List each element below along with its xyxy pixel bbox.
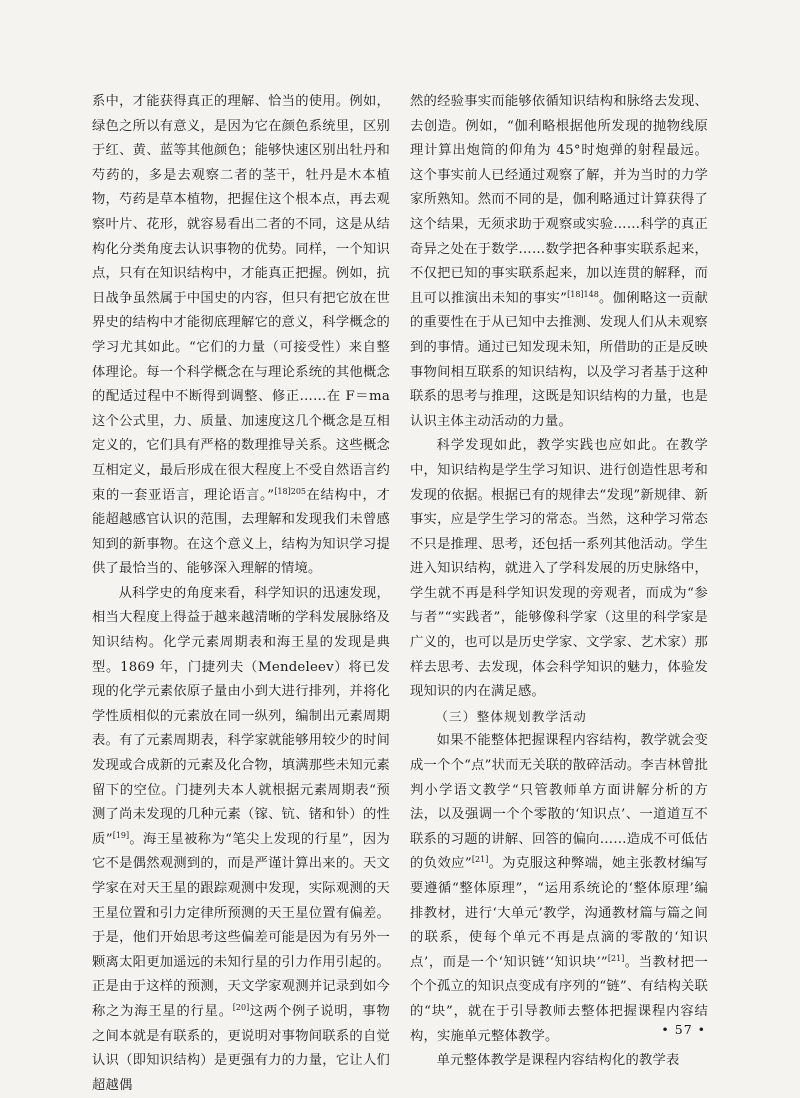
section-heading: （三）整体规划教学活动 — [435, 708, 587, 724]
citation[interactable]: [20] — [232, 1002, 250, 1012]
paragraph: 然的经验事实而能够依循知识结构和脉络去发现、去创造。例如，“伽利略根据他所发现的抛物线原理计算出炮筒的仰角为 45°时炮弹的射程最远。这个事实前人已经通过观察了解，并为当时的力学家所熟知。然而不同的是，伽利略通过计算获得了这个结果，无须求助于观察或实验……科学的真正奇异之处在于数学……数学把各种事实联系起来，不仅把已知的事实联系起来，加以连贯的解释，而且可以推演出未知的事实”$^{[18]148}$。伽俐略这一贡献的重要性在于从已知中去推测、发现人们从未观察到的事情。通过已知发现未知，所借助的正是反映事物间相互联系的知识结构，以及学习者基于这种联系的思考与推理，这既是知识结构的力量，也是认识主体主动活动的力量。 — [410, 94, 708, 429]
citation[interactable]: [21] — [471, 855, 489, 865]
left-column — [92, 90, 391, 1093]
paragraph: 系中，才能获得真正的理解、恰当的使用。例如，绿色之所以有意义，是因为它在颜色系统里，区别于红、黄、蓝等其他颜色；能够快速区别出牡丹和芍药的，多是去观察二者的茎干，牡丹是木本植物，芍药是草本植物，把握住这个根本点，再去观察叶片、花形，就容易看出二者的不同，这是从结构化分类角度去认识事物的优势。同样，一个知识点，只有在知识结构中，才能真正把握。例如，抗日战争虽然属于中国史的内容，但只有把它放在世界史的结构中才能彻底理解它的意义，科学概念的学习尤其如此。“它们的力量（可接受性）来自整体理论。每一个科学概念在与理论系统的其他概念的配适过程中不断得到调整、修正……在 F＝ma 这个公式里，力、质量、加速度这几个概念是互相定义的，它们具有严格的数理推导关系。这些概念互相定义，最后形成在很大程度上不受自然语言约束的一套亚语言，理论语言。”$^{[18]205}$在结构中，才能超越感官认识的范围，去理解和发现我们未曾感知到的新事物。在这个意义上，结构为知识学习提供了最恰当的、能够深入理解的情境。 — [92, 94, 390, 577]
citation[interactable]: [21] — [607, 953, 625, 963]
paragraph: 单元整体教学是课程内容结构化的教学表 — [436, 1053, 680, 1069]
page-number: • 57 • — [661, 1022, 706, 1037]
paragraph: 从科学史的角度来看，科学知识的迅速发现，相当大程度上得益于越来越清晰的学科发展脉络及知识结构。化学元素周期表和海王星的发现是典型。1869 年，门捷列夫（Mendeleev）将已发现的化学元素依原子量由小到大进行排列，并将化学性质相似的元素放在同一纵列，编制出元素周期表。有了元素周期表，科学家就能够用较少的时间发现或合成新的元素及化合物，填满那些未知元素留下的空位。门捷列夫本人就根据元素周期表“预测了尚未发现的几种元素（镓、钪、锗和钋）的性质”[19]。海王星被称为“笔尖上发现的行星”，因为它不是偶然观测到的，而是严谨计算出来的。天文学家在对天王星的跟踪观测中发现，实际观测的天王星位置和引力定律所预测的天王星位置有偏差。于是，他们开始思考这些偏差可能是因为有另外一颗离太阳更加遥远的未知行星的引力作用引起的。正是由于这样的预测，天文学家观测并记录到如今称之为海王星的行星。[20]这两个例子说明，事物之间本就是有联系的，更说明对事物间联系的自觉认识（即知识结构）是更强有力的力量，它让人们超越偶 — [92, 585, 391, 1093]
citation[interactable]: [18]205 — [274, 486, 307, 496]
paragraph: 如果不能整体把握课程内容结构，教学就会变成一个个“点”状而无关联的散碎活动。李吉林曾批判小学语文教学“只管教师单方面讲解分析的方法，以及强调一个个零散的‘知识点’、一道道互不联系的习题的讲解、回答的偏向……造成不可低估的负效应”[21]。为克服这种弊端，她主张教材编写要遵循“整体原理”，“运用系统论的‘整体原理’编排教材，进行‘大单元’教学，沟通教材篇与篇之间的联系，使每个单元不再是点滴的零散的‘知识点’，而是一个‘知识链’‘知识块’”[21]。当教材把一个个孤立的知识点变成有序列的“链”、有结构关联的“块”，就在于引导教师去整体把握课程内容结构，实施单元整体教学。 — [410, 733, 709, 1044]
citation[interactable]: [19] — [112, 830, 130, 840]
citation[interactable]: [18]148 — [567, 289, 599, 299]
paragraph: 科学发现如此，教学实践也应如此。在教学中，知识结构是学生学习知识、进行创造性思考和发现的依据。根据已有的规律去“发现”新规律、新事实，应是学生学习的常态。当然，这种学习常态不只是推理、思考，还包括一系列其他活动。学生进入知识结构，就进入了学科发展的历史脉络中，学生就不再是科学知识发现的旁观者，而成为“参与者”“实践者”，能够像科学家（这里的科学家是广义的，也可以是历史学家、文学家、艺术家）那样去思考、去发现，体会科学知识的魅力，体验发现知识的内在满足感。 — [410, 438, 708, 700]
